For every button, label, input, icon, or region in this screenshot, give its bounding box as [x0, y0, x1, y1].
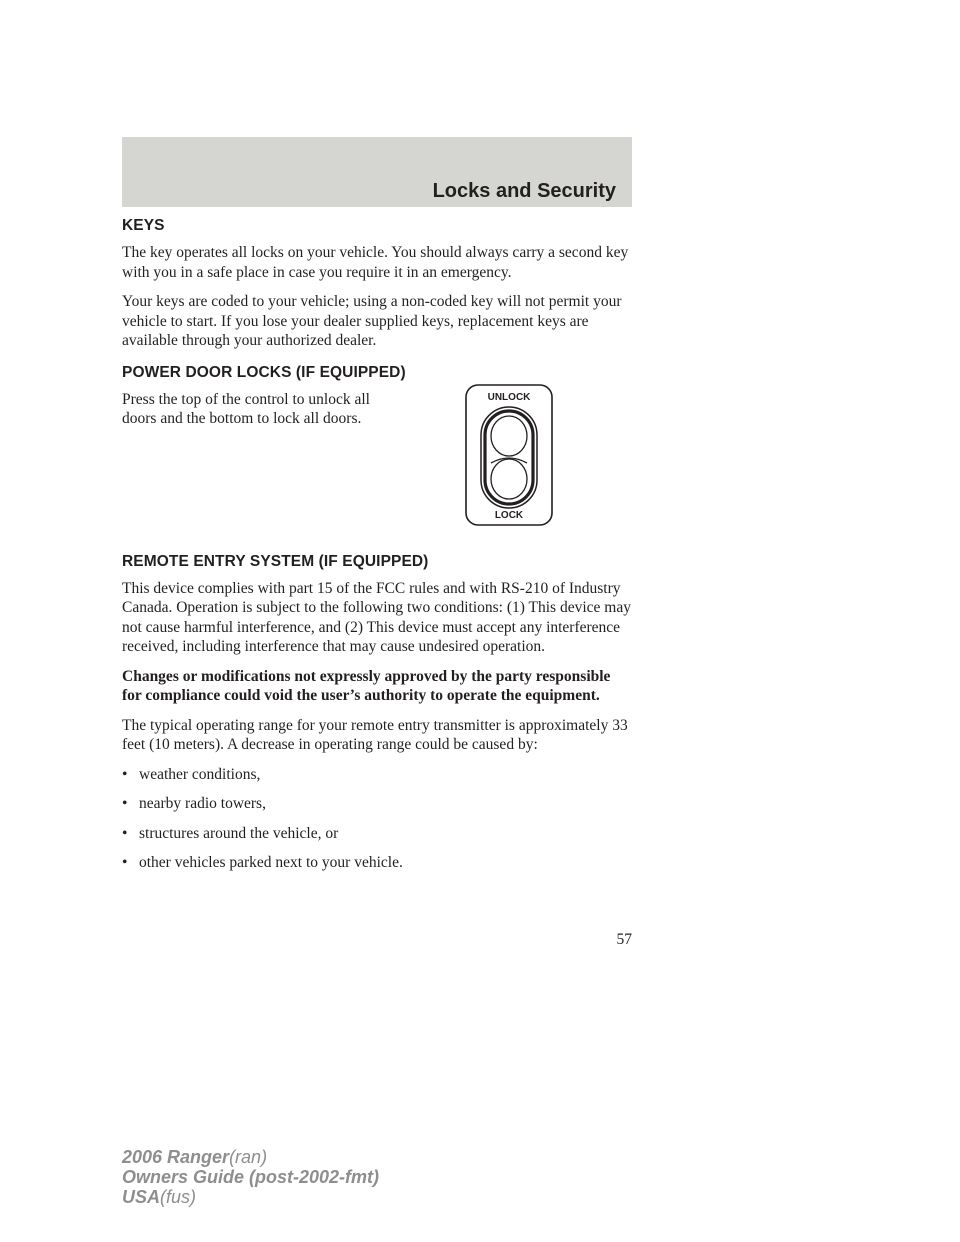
- footer-line-model: [122, 1147, 379, 1167]
- keys-section: [122, 217, 632, 351]
- footer-line-market: [122, 1187, 379, 1207]
- keys-heading: KEYS: [122, 217, 165, 234]
- list-item: [122, 794, 632, 814]
- remote-entry-range-paragraph: The typical operating range for your remote entry transmitter is approximately 33 feet (10 meters). A decrease in operating range could be caused by:: [122, 716, 628, 753]
- unlock-label: UNLOCK: [487, 391, 531, 403]
- power-door-locks-section: [122, 364, 632, 553]
- lock-rocker-bottom: [491, 459, 527, 499]
- keys-paragraph-1: The key operates all locks on your vehicle. You should always carry a second key with you in a safe place in case you require it in an emergency.: [122, 244, 629, 281]
- footer-market-code: (fus): [160, 1187, 197, 1207]
- section-title: Locks and Security: [432, 180, 616, 202]
- footer-guide: Owners Guide (post-2002-fmt): [122, 1167, 380, 1187]
- unlock-rocker-top: [491, 416, 527, 456]
- lock-label: LOCK: [494, 509, 524, 521]
- range-factors-list: [122, 765, 632, 873]
- page-content: [122, 217, 632, 873]
- remote-entry-warning-paragraph: Changes or modifications not expressly approved by the party responsible for compliance could void the user’s authority to operate the equipment.: [122, 667, 611, 704]
- list-item-text: nearby radio towers,: [139, 795, 266, 812]
- power-locks-row: [122, 390, 632, 553]
- remote-entry-fcc-paragraph: This device complies with part 15 of the FCC rules and with RS-210 of Industry Canada. Operation is subject to the following two conditions: (1) This device may not cause harmful interference, and (2) This device must accept any interference received, including interference that may cause undesired operation.: [122, 579, 631, 655]
- list-item: [122, 853, 632, 873]
- bullet-icon: •: [122, 765, 128, 783]
- page-number: 57: [616, 931, 632, 948]
- remote-entry-heading: REMOTE ENTRY SYSTEM (IF EQUIPPED): [122, 552, 429, 570]
- footer-model: 2006 Ranger: [122, 1147, 230, 1167]
- power-locks-text: Press the top of the control to unlock all doors and the bottom to lock all doors.: [122, 390, 370, 427]
- list-item: [122, 765, 632, 785]
- footer-model-code: (ran): [229, 1147, 268, 1167]
- list-item-text: structures around the vehicle, or: [139, 824, 339, 842]
- list-item-text: weather conditions,: [139, 765, 261, 783]
- document-footer: [122, 1147, 379, 1207]
- bullet-icon: •: [122, 854, 128, 871]
- footer-market: USA: [122, 1187, 161, 1207]
- list-item: [122, 824, 632, 844]
- power-door-locks-heading: POWER DOOR LOCKS (IF EQUIPPED): [122, 363, 406, 381]
- remote-entry-section: [122, 553, 632, 873]
- keys-paragraph-2: Your keys are coded to your vehicle; using a non-coded key will not permit your vehicle to start. If you lose your dealer supplied keys, replacement keys are available through your authorized dealer.: [122, 293, 622, 349]
- bullet-icon: •: [122, 795, 128, 812]
- section-header-band: [122, 137, 632, 207]
- bullet-icon: •: [122, 824, 128, 842]
- power-lock-switch-icon: [464, 383, 554, 527]
- list-item-text: other vehicles parked next to your vehicle.: [139, 854, 403, 871]
